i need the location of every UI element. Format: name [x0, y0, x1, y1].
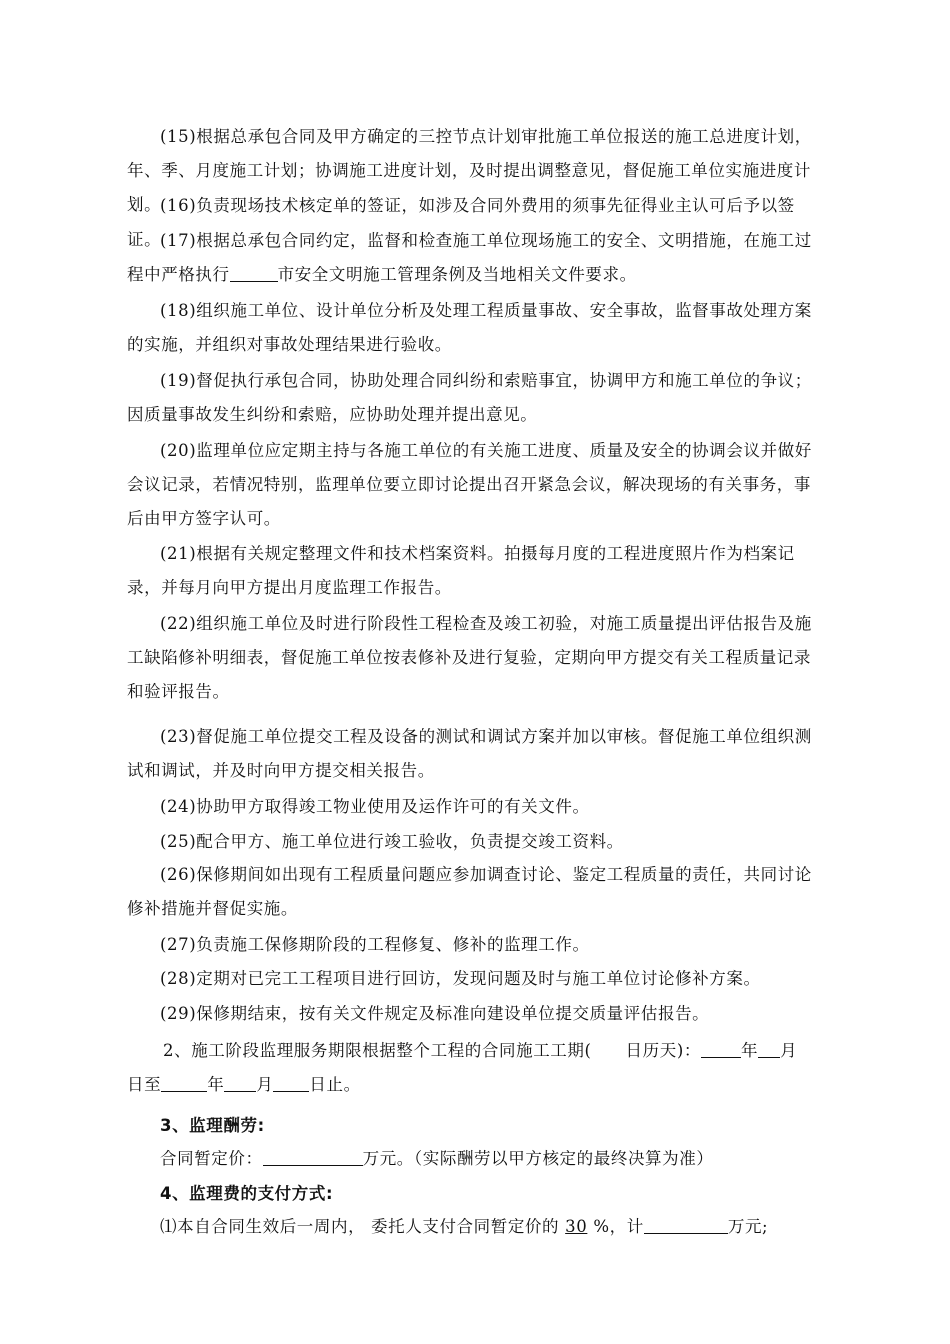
end-month-label: 月 [256, 1075, 274, 1094]
end-day-blank [273, 1074, 309, 1092]
clause-25: (25)配合甲方、施工单位进行竣工验收，负责提交竣工资料。 [160, 832, 624, 851]
section-2-text: 2、施工阶段监理服务期限根据整个工程的合同施工工期( [163, 1041, 592, 1060]
section-2-days-label: 日历天)： [625, 1041, 701, 1060]
start-month-blank [758, 1040, 780, 1058]
contract-price-label: 合同暂定价： [160, 1149, 263, 1168]
section-4-heading: 4、监理费的支付方式: [160, 1184, 334, 1203]
end-year-blank [161, 1074, 207, 1092]
clause-17-text-b: 市安全文明施工管理条例及当地相关文件要求。 [277, 265, 637, 284]
clause-20: (20)监理单位应定期主持与各施工单位的有关施工进度、质量及安全的协调会议并做好会议记录，若情况特别，监理单位要立即讨论提出召开紧急会议，解决现场的有关事务，事后由甲方签字认可。 [127, 441, 812, 528]
clause-21: (21)根据有关规定整理文件和技术档案资料。拍摄每月度的工程进度照片作为档案记录，并每月向甲方提出月度监理工作报告。 [127, 544, 795, 597]
start-day-label: 日至 [127, 1075, 162, 1094]
payment-percent-label: %，计 [593, 1217, 644, 1236]
start-year-blank [701, 1040, 741, 1058]
end-year-label: 年 [207, 1075, 225, 1094]
clause-19: (19)督促执行承包合同，协助处理合同纠纷和索赔事宜，协调甲方和施工单位的争议；因质量事故发生纠纷和索赔，应协助处理并提出意见。 [127, 371, 812, 424]
payment-1-text: ⑴本自合同生效后一周内， 委托人支付合同暂定价的 [160, 1217, 560, 1236]
clause-17-text-a: (17)根据总承包合同约定，监督和检查施工单位现场施工的安全、文明措施，在施工过程中严格执行 [127, 231, 812, 284]
section-4-payment-1 [160, 1210, 860, 1244]
payment-amount-unit: 万元; [727, 1217, 769, 1236]
contract-price-unit: 万元。（实际酬劳以甲方核定的最终决算为准） [362, 1149, 714, 1168]
clause-16: (16)负责现场技术核定单的签证，如涉及合同外费用的须事先征得业主认可后予以签证。 [127, 196, 795, 249]
city-blank [230, 264, 278, 282]
clause-27: (27)负责施工保修期阶段的工程修复、修补的监理工作。 [160, 935, 590, 954]
clause-26: (26)保修期间如出现有工程质量问题应参加调查讨论、鉴定工程质量的责任，共同讨论修补措施并督促实施。 [127, 865, 812, 918]
payment-percent: 30 [565, 1217, 588, 1236]
clause-24: (24)协助甲方取得竣工物业使用及运作许可的有关文件。 [160, 797, 590, 816]
clause-22: (22)组织施工单位及时进行阶段性工程检查及竣工初验，对施工质量提出评估报告及施工缺陷修补明细表，督促施工单位按表修补及进行复验，定期向甲方提交有关工程质量记录和验评报告。 [127, 614, 812, 701]
clause-17 [127, 224, 827, 292]
clause-29: (29)保修期结束，按有关文件规定及标准向建设单位提交质量评估报告。 [160, 1004, 710, 1023]
end-day-label: 日止。 [309, 1075, 361, 1094]
contract-price-blank [263, 1148, 363, 1166]
clause-15: (15)根据总承包合同及甲方确定的三控节点计划审批施工单位报送的施工总进度计划，年、季、月度施工计划；协调施工进度计划，及时提出调整意见，督促施工单位实施进度计划。 [127, 127, 812, 214]
payment-amount-blank [644, 1216, 728, 1234]
section-3-contract-price [160, 1142, 860, 1176]
clause-23: (23)督促施工单位提交工程及设备的测试和调试方案并加以审核。督促施工单位组织测试和调试，并及时向甲方提交相关报告。 [127, 727, 812, 780]
end-month-blank [224, 1074, 256, 1092]
clause-28: (28)定期对已完工工程项目进行回访，发现问题及时与施工单位讨论修补方案。 [160, 969, 761, 988]
clause-18: (18)组织施工单位、设计单位分析及处理工程质量事故、安全事故，监督事故处理方案的实施，并组织对事故处理结果进行验收。 [127, 301, 812, 354]
section-3-heading: 3、监理酬劳: [160, 1116, 265, 1135]
start-year-label: 年 [740, 1041, 759, 1060]
start-month-label: 月 [780, 1041, 798, 1060]
section-2-service-period [127, 1034, 827, 1102]
